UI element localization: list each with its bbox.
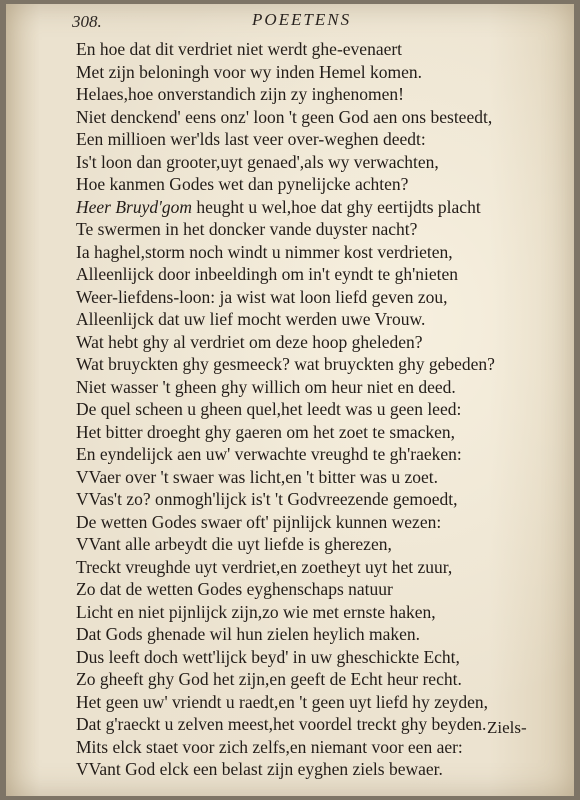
poem-line: De wetten Godes swaer oft' pijnlijck kunnen wezen: [76,511,442,532]
poem-line: Niet denckend' eens onz' loon 't geen God aen ons besteedt, [76,106,493,127]
poem-line-text: heught u wel,hoe dat ghy eertijdts placht [192,196,481,217]
poem-line: Is't loon dan grooter,uyt genaed',als wy verwachten, [76,151,439,172]
poem-line: Wat hebt ghy al verdriet om deze hoop gheleden? [76,331,423,352]
poem-line: Ia haghel,storm noch windt u nimmer kost verdrieten, [76,241,453,262]
poem-line: Het bitter droeght ghy gaeren om het zoet te smacken, [76,421,456,442]
poem-line: Dus leeft doch wett'lijck beyd' in uw gheschickte Echt, [76,646,460,667]
poem-line: En eyndelijck aen uw' verwachte vreughd te gh'raeken: [76,444,462,464]
poem-line [76,196,546,219]
poem-line: Niet wasser 't gheen ghy willich om heur niet en deed. [76,376,456,397]
poem-line: Zo dat de wetten Godes eyghenschaps natuur [76,579,393,599]
poem-line: Dat Gods ghenade wil hun zielen heylich maken. [76,624,421,644]
poem-line: Mits elck staet voor zich zelfs,en niemant voor een aer: [76,736,463,757]
poem-line: Een millioen wer'lds last veer over-weghen deedt: [76,129,426,149]
poem-line: VVas't zo? onmogh'lijck is't 't Godvreezende gemoedt, [76,489,458,509]
poem-line: Zo gheeft ghy God het zijn,en geeft de Echt heur recht. [76,669,462,689]
poem-line: VVant God elck een belast zijn eyghen ziels bewaer. [76,759,443,779]
poem-line: Hoe kanmen Godes wet dan pynelijcke achten? [76,174,409,194]
poem-line: Te swermen in het doncker vande duyster nacht? [76,219,418,239]
poem-line: Dat g'raeckt u zelven meest,het voordel treckt ghy beyden. [76,714,487,734]
poem-line: En hoe dat dit verdriet niet werdt ghe-evenaert [76,39,403,59]
poem-line: VVant alle arbeydt die uyt liefde is gherezen, [76,534,392,554]
poem-line: Het geen uw' vriendt u raedt,en 't geen uyt liefd hy zeyden, [76,691,489,712]
poem-line: De quel scheen u gheen quel,het leedt was u geen leed: [76,399,462,419]
poem-line: Met zijn beloningh voor wy inden Hemel komen. [76,61,423,82]
catchword: Ziels- [487,718,527,737]
poem-text [76,38,546,781]
speaker-lead: Heer Bruyd'gom [76,196,193,217]
book-page [6,4,574,796]
poem-line: Wat bruyckten ghy gesmeeck? wat bruyckten ghy gebeden? [76,354,495,374]
page-number: 308. [72,12,102,31]
poem-line: Helaes,hoe onverstandich zijn zy inghenomen! [76,84,405,104]
poem-line: Alleenlijck door inbeeldingh om in't eyndt te gh'nieten [76,264,458,284]
poem-line: Treckt vreughde uyt verdriet,en zoetheyt uyt het zuur, [76,556,453,577]
poem-line: Licht en niet pijnlijck zijn,zo wie met ernste haken, [76,601,436,622]
poem-line: VVaer over 't swaer was licht,en 't bitter was u zoet. [76,466,439,487]
page-header [72,10,512,32]
poem-line: Alleenlijck dat uw lief mocht werden uwe Vrouw. [76,309,426,329]
running-title: POEETENS [252,10,352,29]
poem-line: Weer-liefdens-loon: ja wist wat loon liefd geven zou, [76,286,448,307]
